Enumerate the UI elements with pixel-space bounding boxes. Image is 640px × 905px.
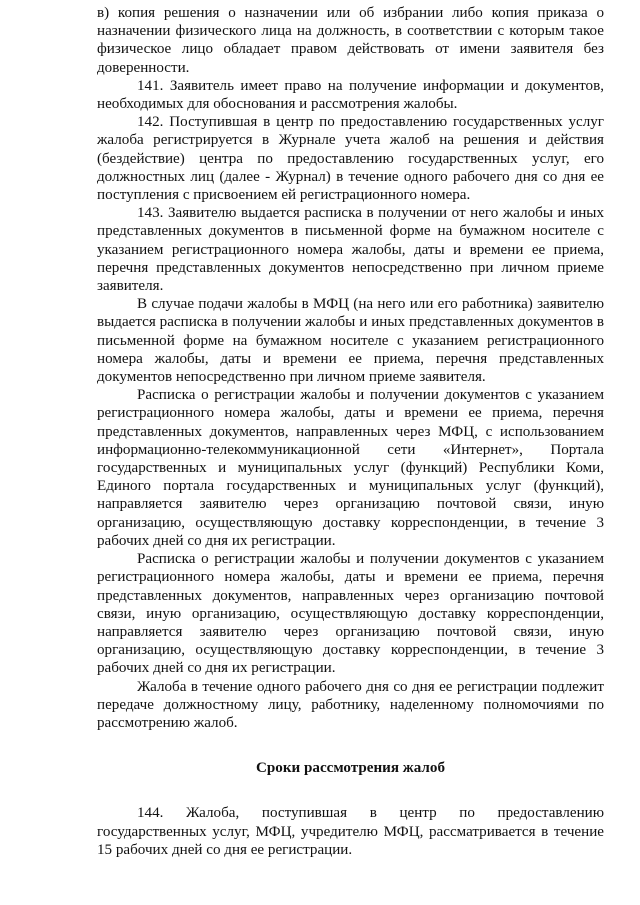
paragraph-receipt-internet: Расписка о регистрации жалобы и получении документов с указанием регистрационного номера жалобы, даты и времени ее приема, перечня представленных документов, направленных через МФЦ, с использованием информационно-телекоммуникационной сети «Интернет», Портала государственных и муниципальных услуг (функций) Республики Коми, Единого портала государственных и муниципальных услуг (функций), направляется заявителю через организацию почтовой связи, иную организацию, осуществляющую доставку корреспонденции, в течение 3 рабочих дней со дня их регистрации. [97,387,604,549]
paragraph-142: 142. Поступившая в центр по предоставлению государственных услуг жалоба регистрируется в Журнале учета жалоб на решения и действия (бездействие) центра по предоставлению государственных услуг, его должностных лиц (далее - Журнал) в течение одного рабочего дня со дня ее поступления с присвоением ей регистрационного номера. [97,114,604,204]
paragraph-144: 144. Жалоба, поступившая в центр по предоставлению государственных услуг, МФЦ, учредителю МФЦ, рассматривается в течение 15 рабочих дней со дня ее регистрации. [97,805,604,858]
paragraph-141: 141. Заявитель имеет право на получение информации и документов, необходимых для обоснования и рассмотрения жалобы. [97,77,604,113]
paragraph-item-v: в) копия решения о назначении или об избрании либо копия приказа о назначении физического лица на должность, в соответствии с которым такое физическое лицо обладает правом действовать от имени заявителя без доверенности. [97,5,604,76]
paragraph-mfc-receipt: В случае подачи жалобы в МФЦ (на него или его работника) заявителю выдается расписка в получении жалобы и иных представленных документов в письменной форме на бумажном носителе с указанием регистрационного номера жалобы, даты и времени ее приема, перечня представленных документов непосредственно при личном приеме заявителя. [97,296,604,386]
paragraph-143: 143. Заявителю выдается расписка в получении от него жалобы и иных представленных документов в письменной форме на бумажном носителе с указанием регистрационного номера жалобы, даты и времени ее приема, перечня представленных документов непосредственно при личном приеме заявителя. [97,205,604,295]
paragraph-transfer: Жалоба в течение одного рабочего дня со дня ее регистрации подлежит передаче должностному лицу, работнику, наделенному полномочиями по рассмотрению жалоб. [97,678,604,731]
paragraph-receipt-post: Расписка о регистрации жалобы и получении документов с указанием регистрационного номера жалобы, даты и времени ее приема, перечня представленных документов, направленных через организацию почтовой связи, иную организацию, осуществляющую доставку корреспонденции, направляется заявителю через организацию почтовой связи, иную организацию, осуществляющую доставку корреспонденции, в течение 3 рабочих дней со дня их регистрации. [97,551,604,677]
section-heading: Сроки рассмотрения жалоб [256,760,445,777]
